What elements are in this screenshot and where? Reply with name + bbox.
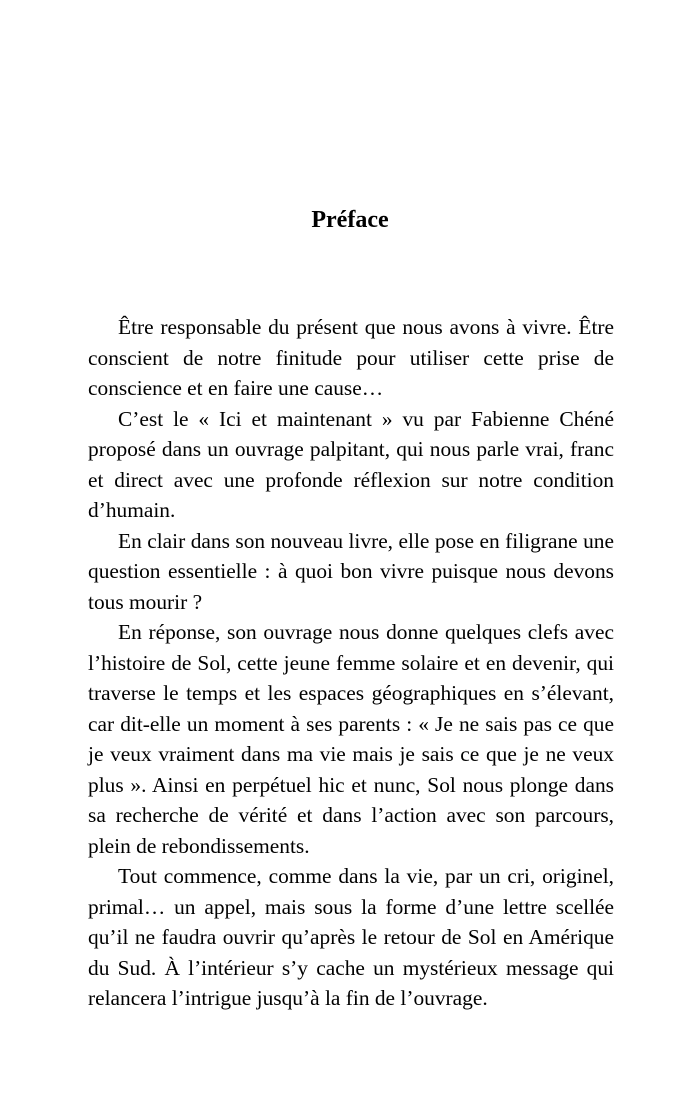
paragraph: Être responsable du présent que nous avons à vivre. Être conscient de notre finitude pour utiliser cette prise de conscience et en faire une cause… — [88, 315, 614, 400]
paragraph: En réponse, son ouvrage nous donne quelques clefs avec l’histoire de Sol, cette jeune femme solaire et en devenir, qui traverse le temps et les espaces géographiques en s’élevant, car dit-elle un moment à ses parents : « Je ne sais pas ce que je veux vraiment dans ma vie mais je sais ce que je ne veux plus ». Ainsi en perpétuel hic et nunc, Sol nous plonge dans sa recherche de vérité et dans l’action avec son parcours, plein de rebondissements. — [88, 620, 614, 858]
paragraph: C’est le « Ici et maintenant » vu par Fabienne Chéné proposé dans un ouvrage palpitant, qui nous parle vrai, franc et direct avec une profonde réflexion sur notre condition d’humain. — [88, 406, 614, 522]
paragraph: En clair dans son nouveau livre, elle pose en filigrane une question essentielle : à quoi bon vivre puisque nous devons tous mourir ? — [88, 528, 614, 614]
page-title: Préface — [311, 207, 389, 233]
preface-body — [88, 312, 614, 1014]
paragraph: Tout commence, comme dans la vie, par un cri, originel, primal… un appel, mais sous la forme d’une lettre scellée qu’il ne faudra ouvrir qu’après le retour de Sol en Amérique du Sud. À l’intérieur s’y cache un mystérieux message qui relancera l’intrigue jusqu’à la fin de l’ouvrage. — [88, 864, 614, 1010]
